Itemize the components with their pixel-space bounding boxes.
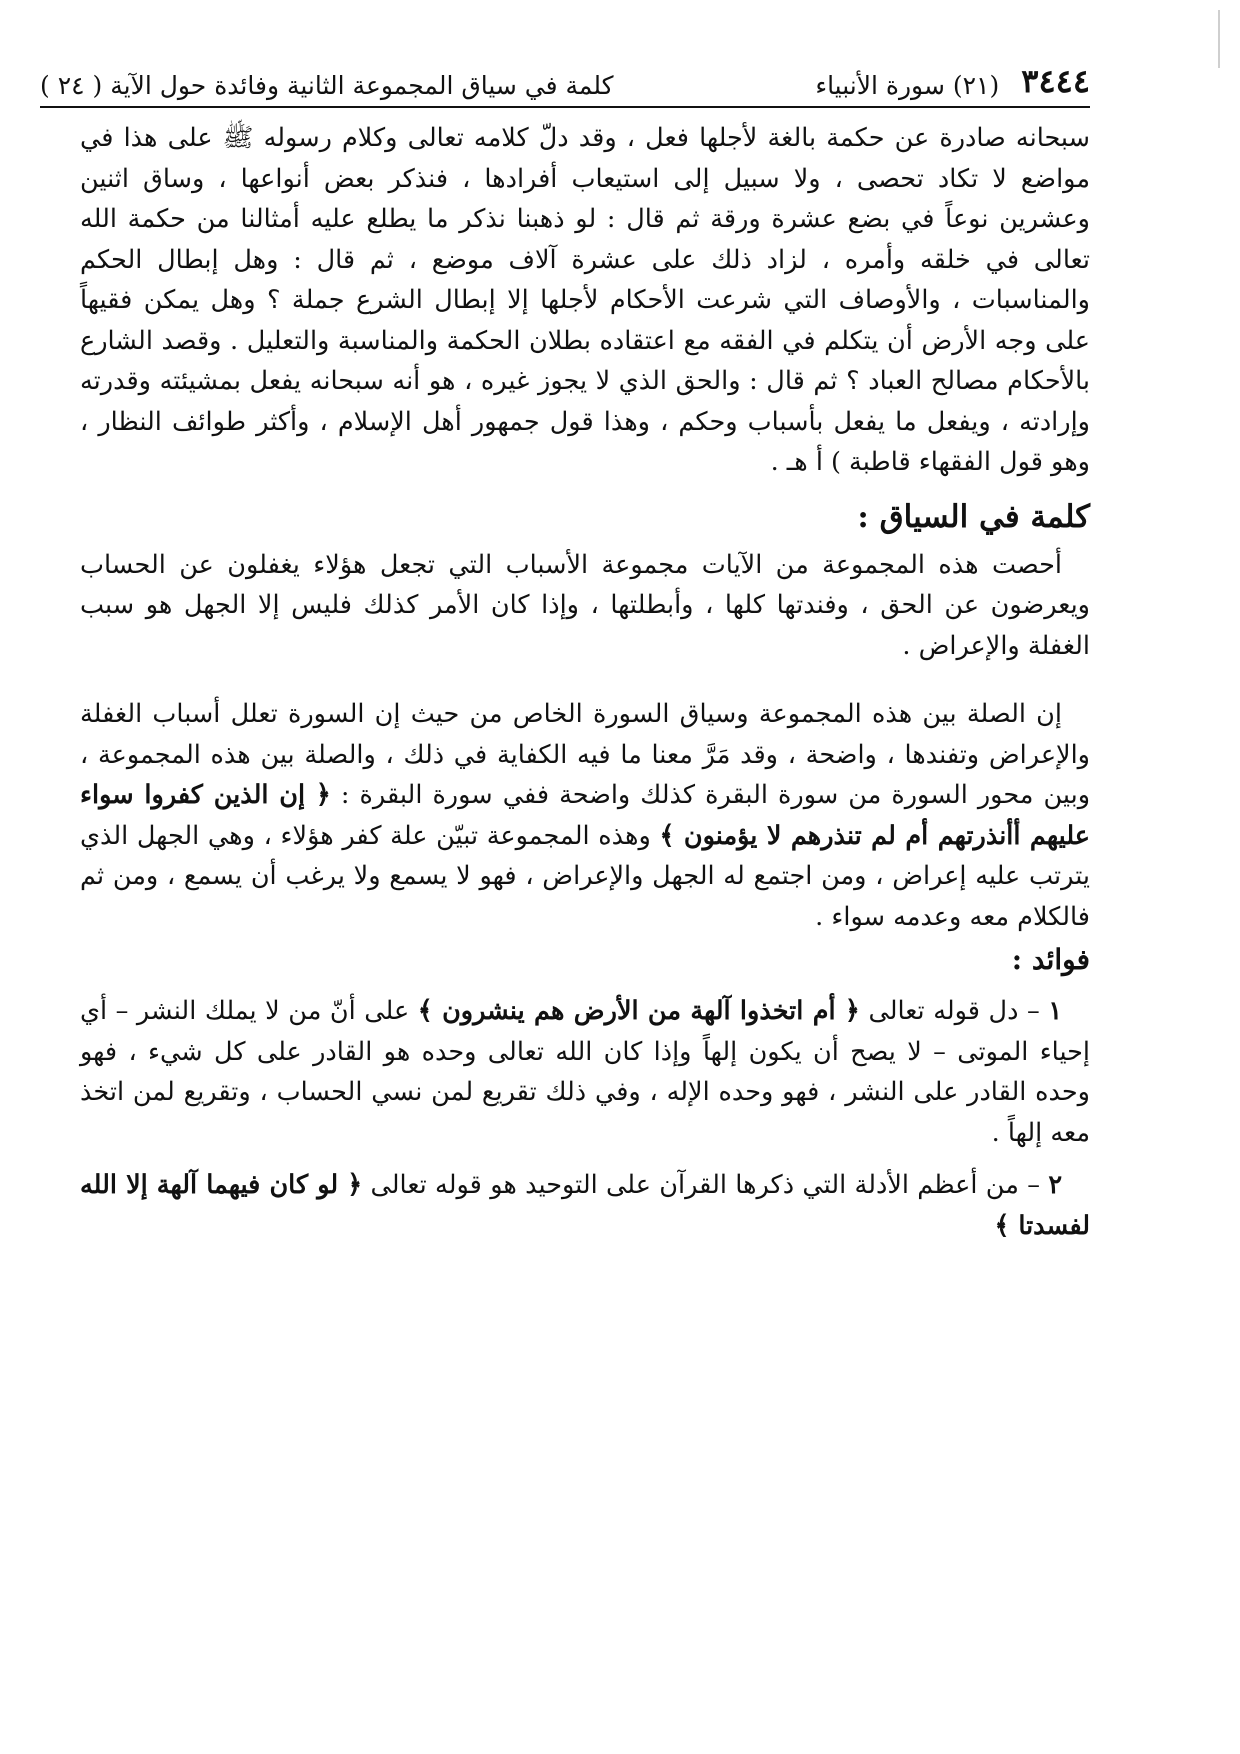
header-title: كلمة في سياق المجموعة الثانية وفائدة حول الآية ( ٢٤ ) bbox=[40, 71, 614, 100]
benefit-1-lead: – دل قوله تعالى bbox=[868, 996, 1040, 1026]
paragraph-context-summary: أحصت هذه المجموعة من الآيات مجموعة الأسباب التي تجعل هؤلاء يغفلون عن الحساب ويعرضون عن الحق ، وفندتها كلها ، وأبطلتها ، وإذا كان الأمر كذلك فليس إلا الجهل هو سبب الغفلة والإعراض . bbox=[80, 549, 1090, 661]
benefit-number: ٢ bbox=[1048, 1170, 1063, 1200]
quran-verse-anbiya-22: ﴿ لو كان فيهما آلهة إلا الله لفسدتا ﴾ bbox=[80, 1170, 1090, 1241]
context-link-text-b: وهذه المجموعة تبيّن علة كفر هؤلاء ، وهي الجهل الذي يترتب عليه إعراض ، ومن اجتمع له الجهل والإعراض ، فهو لا يسمع ولا يرغب أن يسمع ، ومن ثم فالكلام معه وعدمه سواء . bbox=[80, 820, 1090, 932]
heading-context: كلمة في السياق : bbox=[857, 498, 1090, 535]
quran-verse-anbiya-21: ﴿ أم اتخذوا آلهة من الأرض هم ينشرون ﴾ bbox=[417, 996, 860, 1026]
benefit-2-lead: – من أعظم الأدلة التي ذكرها القرآن على التوحيد هو قوله تعالى bbox=[370, 1170, 1040, 1200]
context-link-text-a: إن الصلة بين هذه المجموعة وسياق السورة الخاص من حيث إن السورة تعلل أسباب الغفلة والإعراض وتفندها ، واضحة ، وقد مَرَّ معنا ما فيه الكفاية في ذلك ، والصلة بين هذه المجموعة ، وبين محور السورة من سورة البقرة كذلك واضحة ففي سورة البقرة : bbox=[80, 699, 1091, 810]
quran-verse-baqarah: ﴿ إن الذين كفروا سواء عليهم أأنذرتهم أم لم تنذرهم لا يؤمنون ﴾ bbox=[80, 780, 1091, 851]
benefit-number: ١ bbox=[1048, 996, 1063, 1026]
benefit-1-text: على أنّ من لا يملك النشر – أي إحياء الموتى – لا يصح أن يكون إلهاً وإذا كان الله تعالى وحده هو القادر على كل شيء ، فهو وحده القادر على النشر ، فهو وحده الإله ، وفي ذلك تقريع لمن نسي الحساب ، وتقريع لمن اتخذ معه إلهاً . bbox=[80, 996, 1090, 1148]
running-header bbox=[40, 48, 1090, 108]
benefit-item-1 bbox=[80, 991, 1090, 1153]
paragraph-quote-continuation: سبحانه صادرة عن حكمة بالغة لأجلها فعل ، وقد دلّ كلامه تعالى وكلام رسوله ﷺ على هذا في مواضع لا تكاد تحصى ، ولا سبيل إلى استيعاب أفرادها ، فنذكر بعض أنواعها ، وساق اثنين وعشرين نوعاً في بضع عشرة ورقة ثم قال : لو ذهبنا نذكر ما يطلع عليه أمثالنا من حكمة الله تعالى في خلقه وأمره ، لزاد ذلك على عشرة آلاف موضع ، ثم قال : وهل إبطال الحكم والمناسبات ، والأوصاف التي شرعت الأحكام لأجلها إلا إبطال الشرع جملة ؟ وهل يمكن فقيهاً على وجه الأرض أن يتكلم في الفقه مع اعتقاده بطلان الحكمة والمناسبة والتعليل . وقصد الشارع بالأحكام مصالح العباد ؟ ثم قال : والحق الذي لا يجوز غيره ، هو أنه سبحانه يفعل بمشيئته وقدرته وإرادته ، ويفعل ما يفعل بأسباب وحكم ، وهذا قول جمهور أهل الإسلام ، وأكثر طوائف النظار ، وهو قول الفقهاء قاطبة ) أ هـ . bbox=[80, 123, 1090, 477]
page-body bbox=[80, 118, 1090, 1246]
benefit-item-2 bbox=[80, 1165, 1090, 1246]
page-number: ٣٤٤٤ bbox=[1021, 62, 1090, 100]
paragraph-context-link bbox=[80, 694, 1090, 937]
scan-edge-mark bbox=[1218, 10, 1220, 68]
header-surah: (٢١) سورة الأنبياء bbox=[815, 71, 1000, 100]
header-right-group bbox=[815, 62, 1090, 100]
heading-benefits: فوائد : bbox=[1011, 943, 1090, 976]
